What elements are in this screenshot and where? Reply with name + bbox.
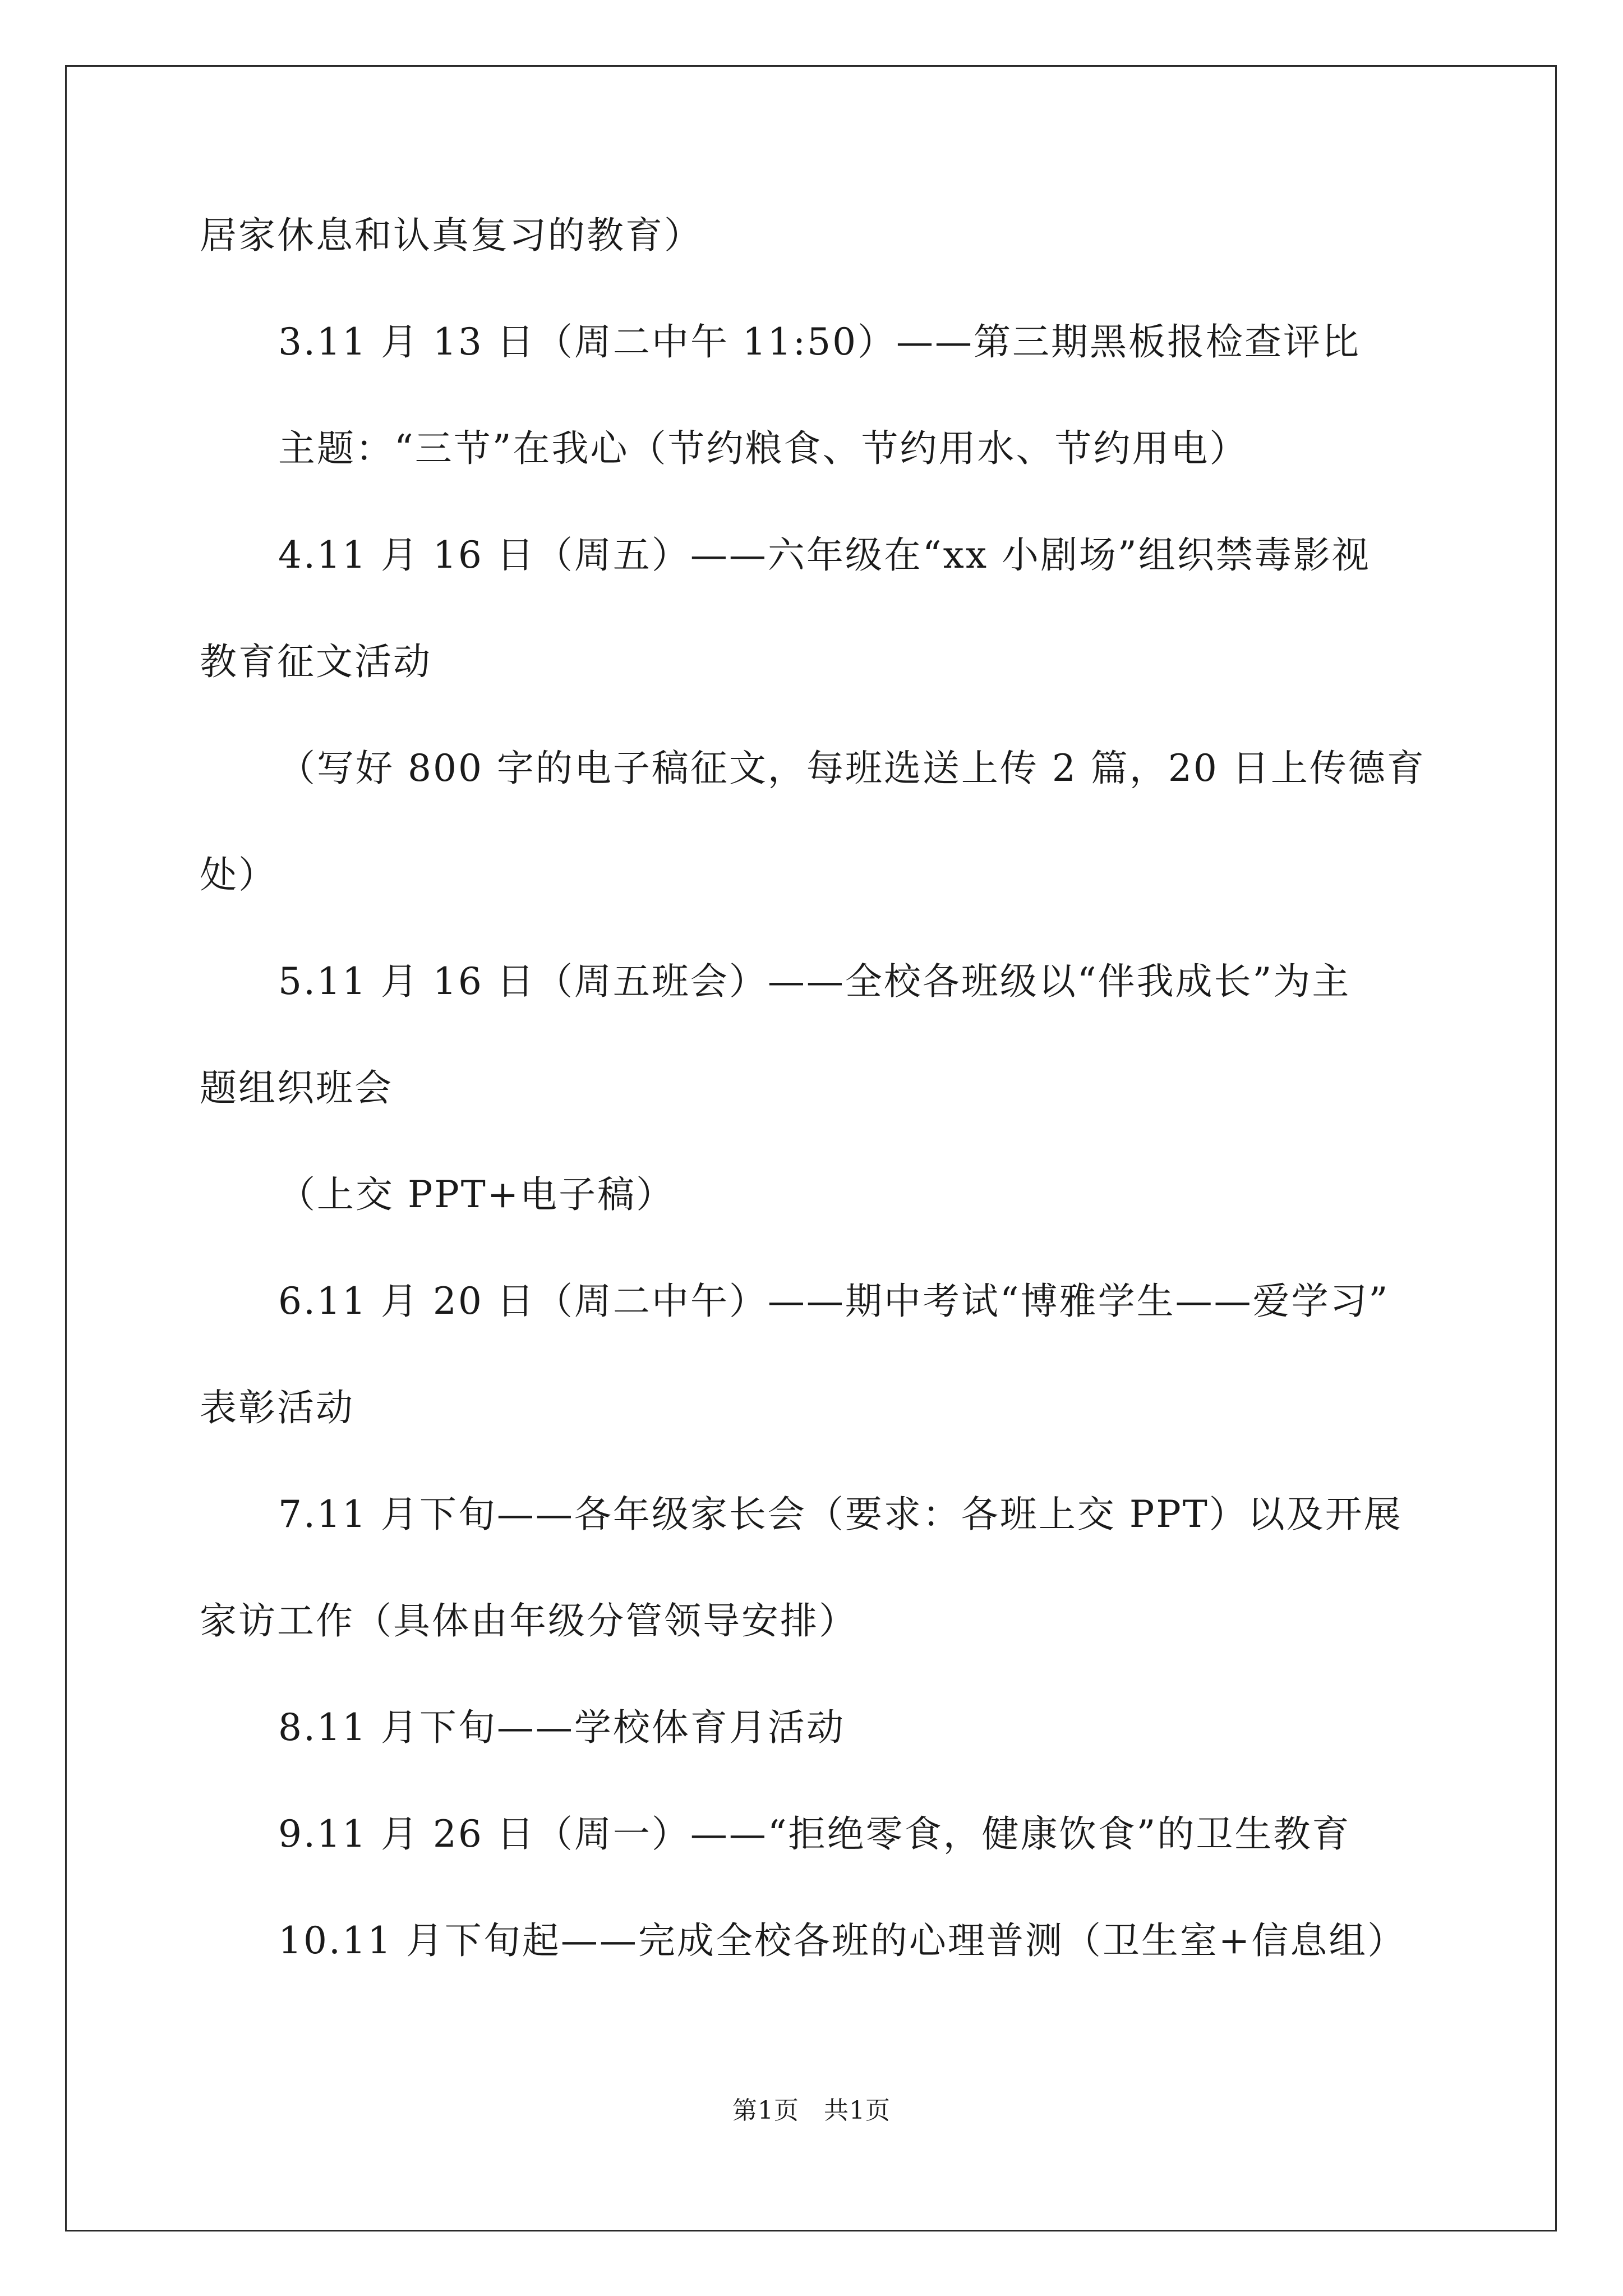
- text-line: 题组织班会: [200, 1066, 393, 1110]
- text-line: 3.11 月 13 日（周二中午 11:50）——第三期黑板报检查评比: [278, 320, 1361, 364]
- text-line: （上交 PPT+电子稿）: [278, 1173, 675, 1216]
- text-line: 处）: [200, 853, 277, 896]
- paragraph-item-5-note: [200, 1167, 1501, 1223]
- text-line: 居家休息和认真复习的教育）: [200, 214, 703, 257]
- paragraph-item-10: [200, 1913, 1501, 1969]
- text-line: 教育征文活动: [200, 640, 432, 683]
- text-line: 10.11 月下旬起——完成全校各班的心理普测（卫生室+信息组）: [278, 1919, 1407, 1962]
- paragraph-theme: [200, 421, 1501, 477]
- document-body: [200, 208, 1501, 2019]
- paragraph-item-7: [200, 1487, 1501, 1649]
- paragraph-item-3: [200, 314, 1501, 370]
- text-line: 7.11 月下旬——各年级家长会（要求：各班上交 PPT）以及开展: [278, 1493, 1403, 1536]
- paragraph-item-8: [200, 1700, 1501, 1756]
- page-number-current: 第1页: [732, 2096, 799, 2125]
- text-line: 9.11 月 26 日（周一）——“拒绝零食，健康饮食”的卫生教育: [278, 1812, 1351, 1856]
- paragraph-item-4-note: [200, 740, 1501, 903]
- text-line: 主题：“三节”在我心（节约粮食、节约用水、节约用电）: [278, 427, 1248, 470]
- paragraph-item-6: [200, 1273, 1501, 1436]
- text-line: 家访工作（具体由年级分管领导安排）: [200, 1599, 857, 1642]
- paragraph-item-9: [200, 1806, 1501, 1862]
- paragraph-continuation: [200, 208, 1501, 264]
- page-footer: [0, 2094, 1623, 2128]
- text-line: 8.11 月下旬——学校体育月活动: [278, 1706, 845, 1749]
- text-line: 6.11 月 20 日（周二中午）——期中考试“博雅学生——爱学习”: [278, 1280, 1390, 1323]
- text-line: 4.11 月 16 日（周五）——六年级在“xx 小剧场”组织禁毒影视: [278, 533, 1371, 577]
- text-line: 5.11 月 16 日（周五班会）——全校各班级以“伴我成长”为主: [278, 960, 1351, 1003]
- text-line: （写好 800 字的电子稿征文，每班选送上传 2 篇，20 日上传德育: [278, 747, 1426, 790]
- paragraph-item-5: [200, 954, 1501, 1116]
- paragraph-item-4: [200, 527, 1501, 690]
- page-number-total: 共1页: [824, 2096, 891, 2125]
- text-line: 表彰活动: [200, 1386, 354, 1429]
